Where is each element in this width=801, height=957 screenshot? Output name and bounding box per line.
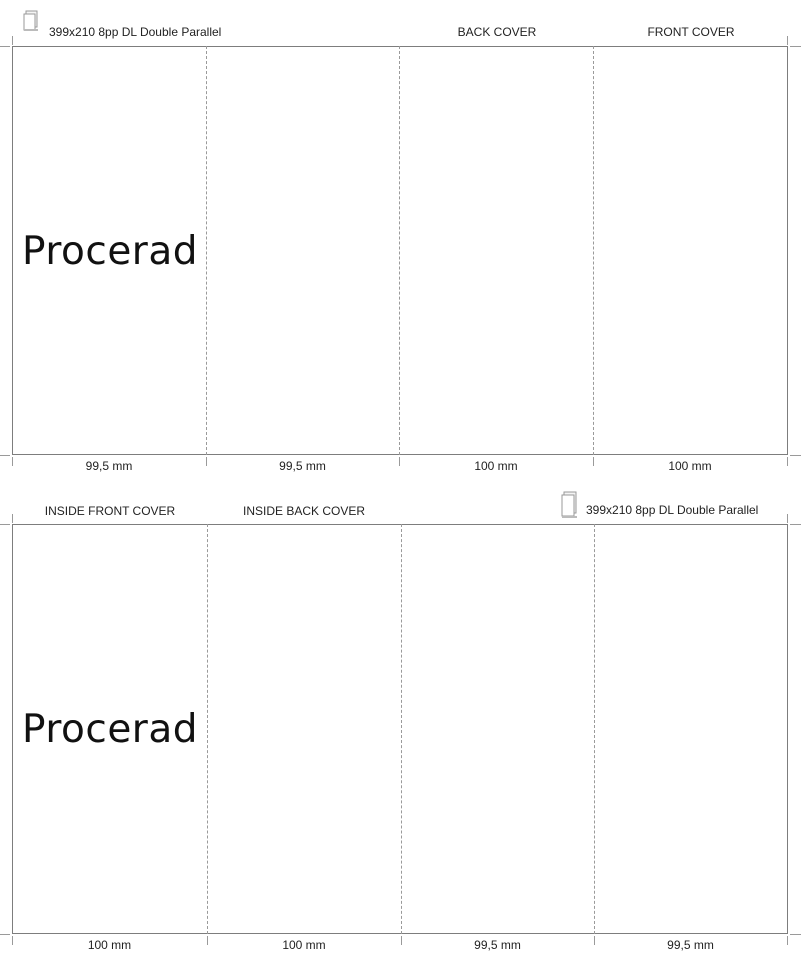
panel-measure: 99,5 mm <box>85 459 133 473</box>
panel-measure: 99,5 mm <box>667 938 714 952</box>
panel-measure: 100 mm <box>87 938 132 952</box>
panel-label-inside-front-cover: INSIDE FRONT COVER <box>44 504 176 518</box>
crop-mark <box>787 936 788 945</box>
crop-mark <box>787 514 788 523</box>
fold-line <box>206 46 207 455</box>
crop-mark <box>0 46 10 47</box>
spec-label: 399x210 8pp DL Double Parallel <box>49 25 222 39</box>
crop-mark <box>790 934 801 935</box>
fold-line <box>401 524 402 934</box>
spec-label: 399x210 8pp DL Double Parallel <box>586 503 759 517</box>
fold-line <box>593 46 594 455</box>
document-icon <box>23 10 41 32</box>
crop-mark <box>787 36 788 45</box>
panel-label-back-cover: BACK COVER <box>457 25 537 39</box>
fold-line <box>399 46 400 455</box>
panel-measure: 99,5 mm <box>279 459 326 473</box>
crop-mark <box>790 46 801 47</box>
crop-mark <box>0 934 10 935</box>
panel-measure: 100 mm <box>668 459 712 473</box>
crop-mark <box>12 514 13 523</box>
panel-measure: 100 mm <box>282 938 326 952</box>
panel-measure: 99,5 mm <box>474 938 521 952</box>
panel-label-inside-back-cover: INSIDE BACK COVER <box>242 504 366 518</box>
crop-mark <box>790 524 801 525</box>
crop-mark <box>0 524 10 525</box>
fold-line <box>594 524 595 934</box>
brand-wordmark: Procerad <box>22 707 198 752</box>
crop-mark <box>787 457 788 466</box>
panel-measure: 100 mm <box>474 459 518 473</box>
document-icon <box>560 491 580 519</box>
fold-line <box>207 524 208 934</box>
crop-mark <box>12 36 13 45</box>
crop-mark <box>790 455 801 456</box>
brand-wordmark: Procerad <box>22 229 198 274</box>
panel-label-front-cover: FRONT COVER <box>647 25 735 39</box>
crop-mark <box>0 455 10 456</box>
